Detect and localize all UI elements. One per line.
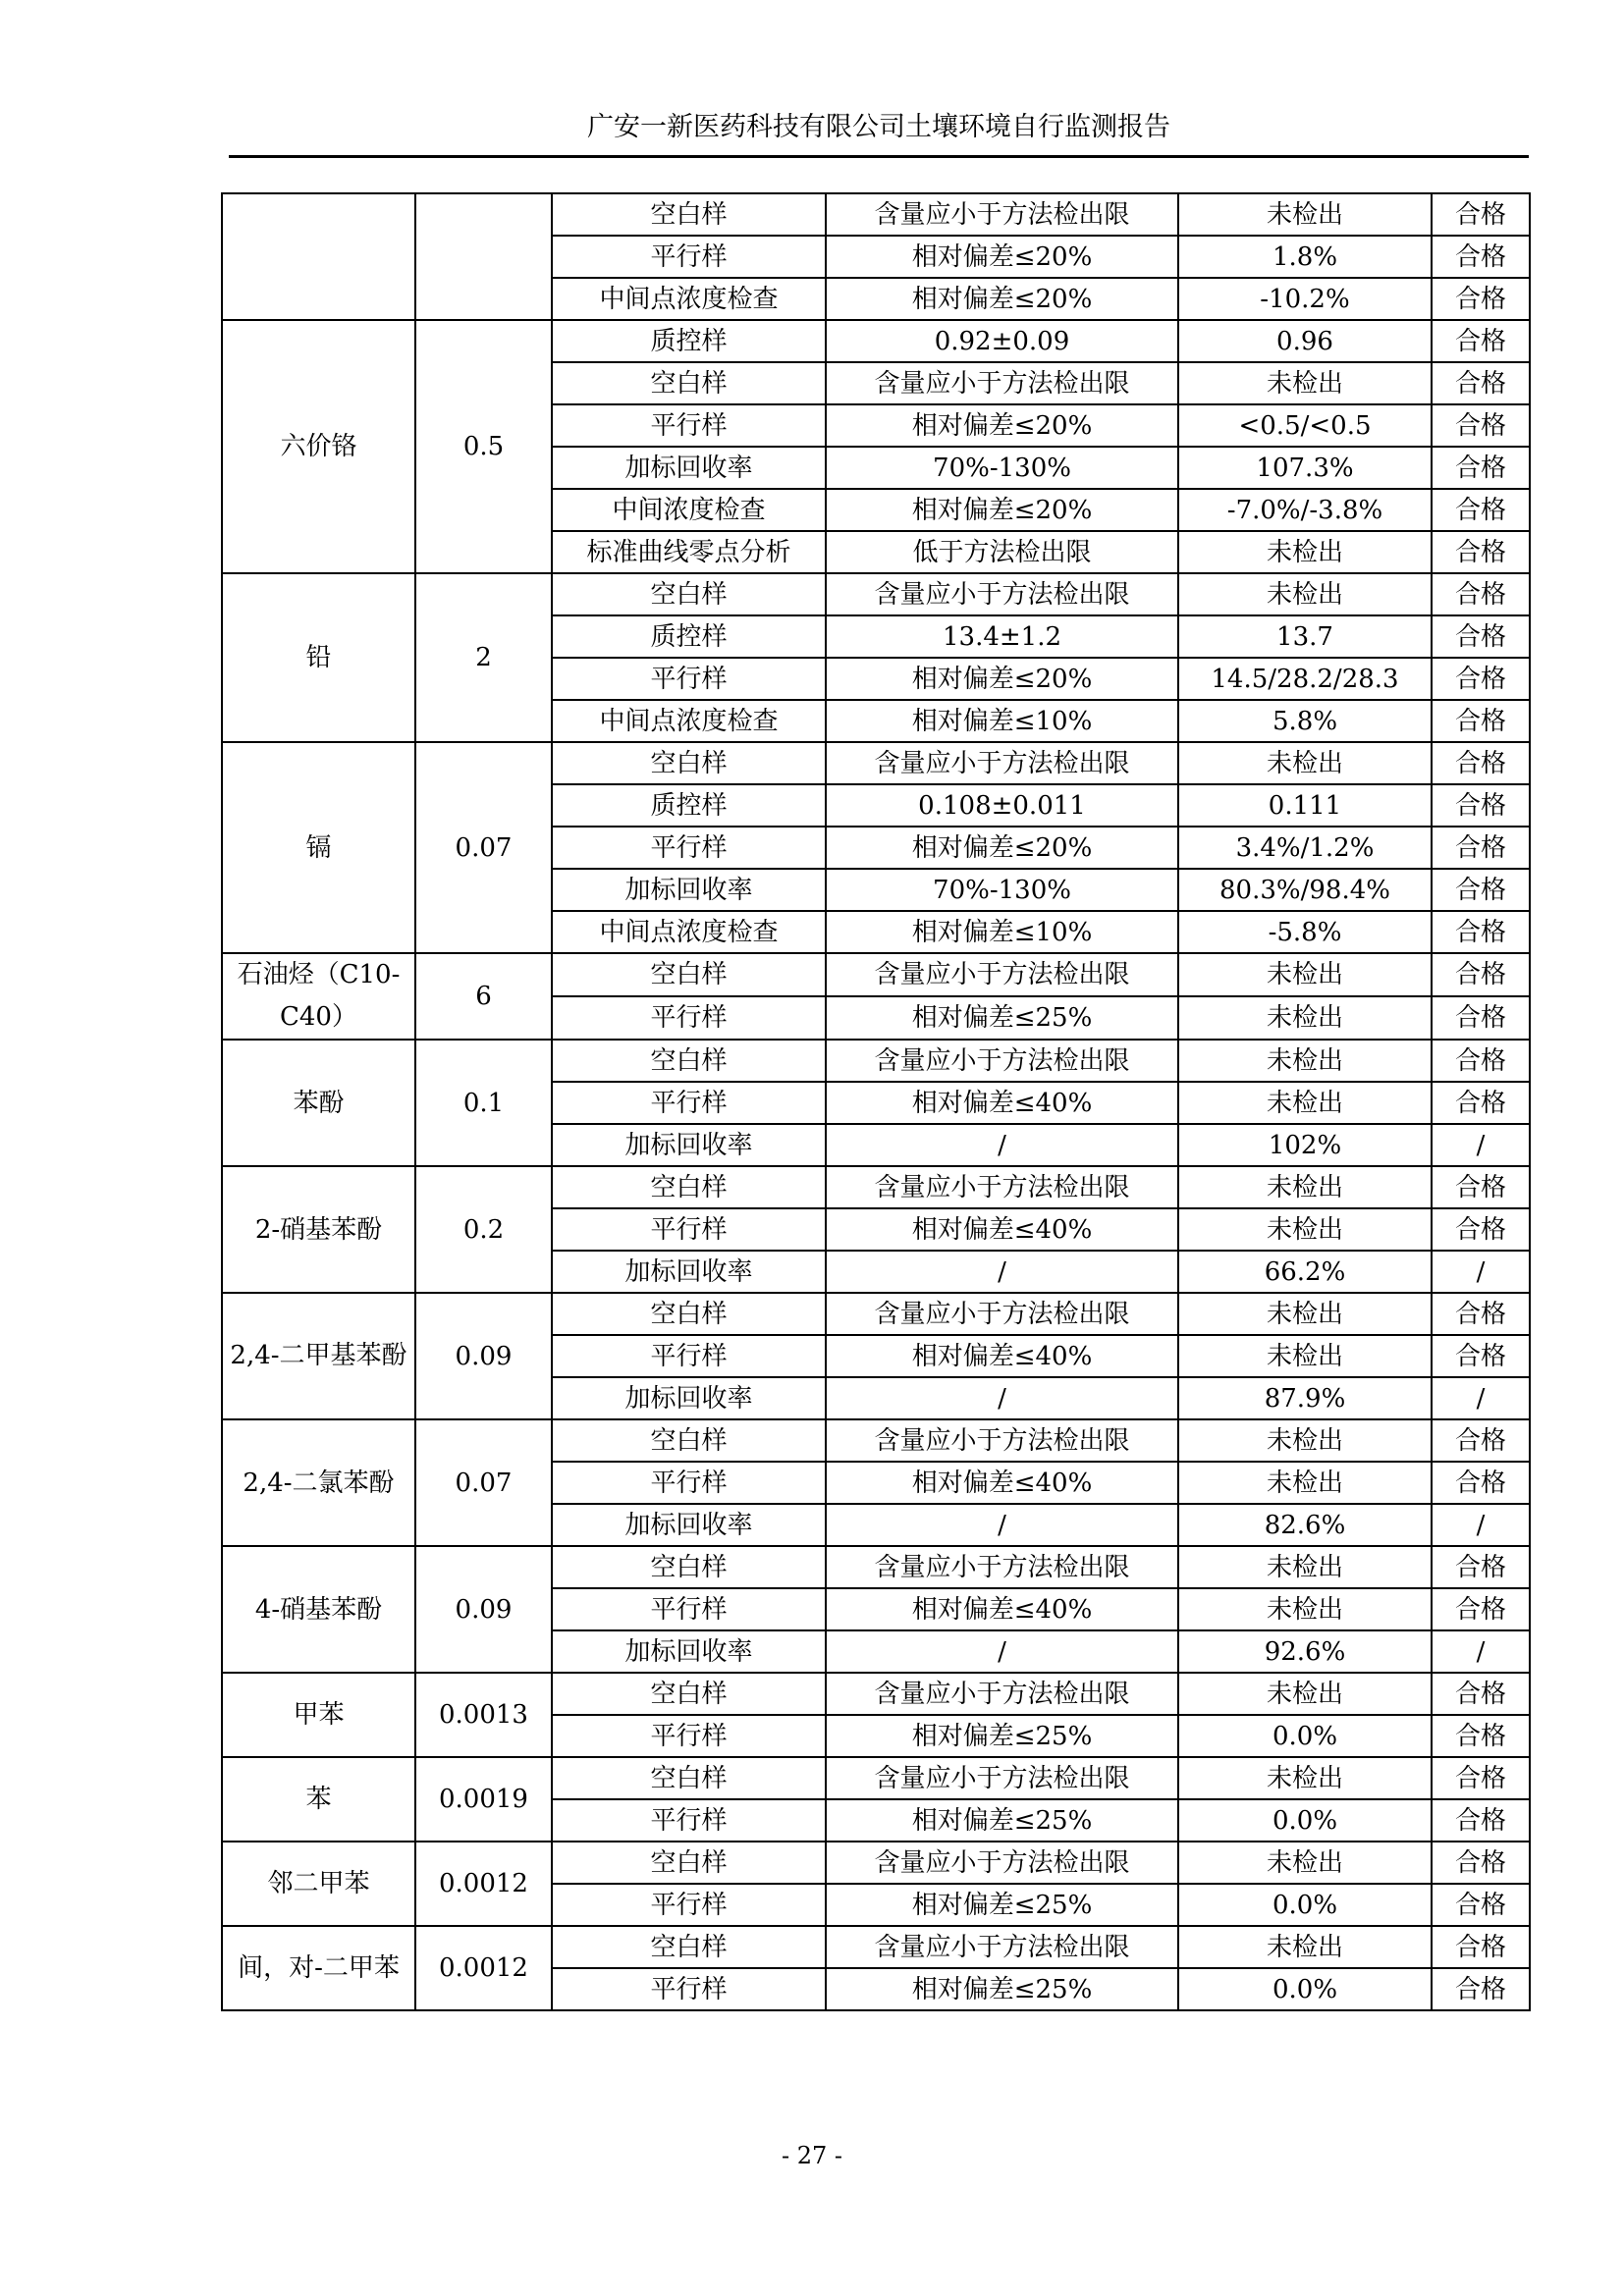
criteria-cell: 相对偏差≤20% [826,278,1178,320]
page-number: - 27 - [781,2142,842,2169]
criteria-cell: 相对偏差≤25% [826,1968,1178,2010]
criteria-cell: 含量应小于方法检出限 [826,1757,1178,1799]
result-cell: 未检出 [1178,1588,1432,1630]
analyte-name-cell: 铅 [222,573,415,742]
qc-type-cell: 质控样 [552,784,826,827]
detection-limit-cell: 0.09 [415,1546,552,1673]
detection-limit-cell [415,193,552,320]
result-cell: 未检出 [1178,1293,1432,1335]
criteria-cell: 含量应小于方法检出限 [826,193,1178,236]
verdict-cell: 合格 [1432,742,1530,784]
qc-type-cell: 空白样 [552,1757,826,1799]
qc-type-cell: 空白样 [552,1293,826,1335]
verdict-cell: 合格 [1432,784,1530,827]
result-cell: 未检出 [1178,1757,1432,1799]
result-cell: 未检出 [1178,742,1432,784]
analyte-name-cell: 邻二甲苯 [222,1842,415,1926]
verdict-cell: 合格 [1432,1082,1530,1124]
criteria-cell: 相对偏差≤20% [826,827,1178,869]
qc-type-cell: 平行样 [552,658,826,700]
qc-type-cell: 平行样 [552,1715,826,1757]
analyte-name-cell: 甲苯 [222,1673,415,1757]
qc-type-cell: 中间点浓度检查 [552,700,826,742]
qc-type-cell: 标准曲线零点分析 [552,531,826,573]
analyte-name-cell: 2,4-二甲基苯酚 [222,1293,415,1419]
result-cell: -10.2% [1178,278,1432,320]
table-row [222,1293,1530,1335]
qc-type-cell: 加标回收率 [552,1251,826,1293]
result-cell: 80.3%/98.4% [1178,869,1432,911]
table-row [222,1419,1530,1462]
detection-limit-cell: 0.07 [415,742,552,953]
criteria-cell: 0.92±0.09 [826,320,1178,362]
result-cell: 未检出 [1178,1208,1432,1251]
verdict-cell: 合格 [1432,489,1530,531]
table-row [222,193,1530,236]
qc-type-cell: 空白样 [552,573,826,615]
verdict-cell: / [1432,1124,1530,1166]
qc-type-cell: 空白样 [552,1842,826,1884]
qc-type-cell: 平行样 [552,1082,826,1124]
qc-type-cell: 空白样 [552,1419,826,1462]
analyte-name-cell: 苯酚 [222,1040,415,1166]
detection-limit-cell: 0.0012 [415,1842,552,1926]
qc-type-cell: 平行样 [552,1799,826,1842]
verdict-cell: 合格 [1432,996,1530,1040]
qc-type-cell: 质控样 [552,615,826,658]
result-cell: 未检出 [1178,1419,1432,1462]
criteria-cell: 含量应小于方法检出限 [826,1673,1178,1715]
result-cell: 未检出 [1178,1673,1432,1715]
result-cell: 未检出 [1178,1462,1432,1504]
verdict-cell: 合格 [1432,869,1530,911]
analyte-name-cell: 镉 [222,742,415,953]
verdict-cell: 合格 [1432,1166,1530,1208]
result-cell: 未检出 [1178,1166,1432,1208]
criteria-cell: 低于方法检出限 [826,531,1178,573]
detection-limit-cell: 0.0013 [415,1673,552,1757]
result-cell: 0.0% [1178,1715,1432,1757]
criteria-cell: 含量应小于方法检出限 [826,953,1178,996]
verdict-cell: 合格 [1432,1588,1530,1630]
verdict-cell: 合格 [1432,1757,1530,1799]
criteria-cell: 70%-130% [826,869,1178,911]
verdict-cell: 合格 [1432,1715,1530,1757]
result-cell: 92.6% [1178,1630,1432,1673]
verdict-cell: 合格 [1432,1842,1530,1884]
qc-type-cell: 平行样 [552,236,826,278]
result-cell: 未检出 [1178,573,1432,615]
result-cell: 未检出 [1178,1546,1432,1588]
verdict-cell: 合格 [1432,1546,1530,1588]
detection-limit-cell: 2 [415,573,552,742]
criteria-cell: / [826,1251,1178,1293]
qc-type-cell: 空白样 [552,1546,826,1588]
verdict-cell: 合格 [1432,1419,1530,1462]
criteria-cell: 含量应小于方法检出限 [826,573,1178,615]
criteria-cell: 含量应小于方法检出限 [826,1842,1178,1884]
analyte-name-cell: 4-硝基苯酚 [222,1546,415,1673]
qc-type-cell: 中间点浓度检查 [552,278,826,320]
result-cell: -5.8% [1178,911,1432,953]
verdict-cell: 合格 [1432,658,1530,700]
result-cell: 未检出 [1178,1040,1432,1082]
criteria-cell: 含量应小于方法检出限 [826,1546,1178,1588]
criteria-cell: / [826,1504,1178,1546]
result-cell: 0.0% [1178,1968,1432,2010]
detection-limit-cell: 0.1 [415,1040,552,1166]
criteria-cell: 相对偏差≤40% [826,1082,1178,1124]
result-cell: 66.2% [1178,1251,1432,1293]
qc-type-cell: 空白样 [552,193,826,236]
result-cell: 未检出 [1178,953,1432,996]
table-row [222,953,1530,996]
result-cell: 未检出 [1178,1335,1432,1377]
criteria-cell: / [826,1630,1178,1673]
criteria-cell: 含量应小于方法检出限 [826,1040,1178,1082]
criteria-cell: 相对偏差≤25% [826,1884,1178,1926]
qc-type-cell: 空白样 [552,742,826,784]
criteria-cell: / [826,1377,1178,1419]
result-cell: 未检出 [1178,996,1432,1040]
verdict-cell: 合格 [1432,1673,1530,1715]
report-header-title: 广安一新医药科技有限公司土壤环境自行监测报告 [587,112,1170,142]
verdict-cell: 合格 [1432,827,1530,869]
qc-type-cell: 平行样 [552,1208,826,1251]
analyte-name-cell: 2-硝基苯酚 [222,1166,415,1293]
verdict-cell: 合格 [1432,1335,1530,1377]
result-cell: 0.0% [1178,1884,1432,1926]
criteria-cell: 相对偏差≤40% [826,1335,1178,1377]
table-row [222,1546,1530,1588]
criteria-cell: 相对偏差≤40% [826,1462,1178,1504]
qc-type-cell: 质控样 [552,320,826,362]
qc-type-cell: 空白样 [552,1040,826,1082]
result-cell: 3.4%/1.2% [1178,827,1432,869]
verdict-cell: 合格 [1432,531,1530,573]
criteria-cell: 13.4±1.2 [826,615,1178,658]
analyte-name-cell: 六价铬 [222,320,415,573]
detection-limit-cell: 0.09 [415,1293,552,1419]
verdict-cell: 合格 [1432,1926,1530,1968]
qc-type-cell: 中间浓度检查 [552,489,826,531]
qc-type-cell: 空白样 [552,1673,826,1715]
result-cell: 未检出 [1178,1842,1432,1884]
table-row [222,1166,1530,1208]
detection-limit-cell: 6 [415,953,552,1040]
criteria-cell: 相对偏差≤20% [826,489,1178,531]
verdict-cell: 合格 [1432,1462,1530,1504]
quality-control-table [221,192,1531,2011]
result-cell: -7.0%/-3.8% [1178,489,1432,531]
result-cell: 82.6% [1178,1504,1432,1546]
analyte-name-cell [222,193,415,320]
result-cell: 87.9% [1178,1377,1432,1419]
qc-type-cell: 加标回收率 [552,1124,826,1166]
criteria-cell: 相对偏差≤20% [826,404,1178,447]
result-cell: 未检出 [1178,193,1432,236]
result-cell: 14.5/28.2/28.3 [1178,658,1432,700]
result-cell: 13.7 [1178,615,1432,658]
verdict-cell: 合格 [1432,700,1530,742]
result-cell: <0.5/<0.5 [1178,404,1432,447]
verdict-cell: 合格 [1432,193,1530,236]
detection-limit-cell: 0.0012 [415,1926,552,2010]
result-cell: 102% [1178,1124,1432,1166]
qc-type-cell: 空白样 [552,362,826,404]
verdict-cell: 合格 [1432,1040,1530,1082]
qc-type-cell: 平行样 [552,1884,826,1926]
qc-type-cell: 平行样 [552,1968,826,2010]
header-divider [229,155,1529,158]
verdict-cell: 合格 [1432,1293,1530,1335]
verdict-cell: / [1432,1630,1530,1673]
verdict-cell: 合格 [1432,911,1530,953]
verdict-cell: 合格 [1432,404,1530,447]
criteria-cell: 相对偏差≤20% [826,658,1178,700]
criteria-cell: 相对偏差≤20% [826,236,1178,278]
detection-limit-cell: 0.2 [415,1166,552,1293]
verdict-cell: 合格 [1432,320,1530,362]
result-cell: 未检出 [1178,531,1432,573]
verdict-cell: 合格 [1432,1208,1530,1251]
verdict-cell: 合格 [1432,1799,1530,1842]
criteria-cell: 相对偏差≤25% [826,1799,1178,1842]
criteria-cell: 相对偏差≤10% [826,700,1178,742]
criteria-cell: 含量应小于方法检出限 [826,1166,1178,1208]
criteria-cell: 相对偏差≤10% [826,911,1178,953]
verdict-cell: 合格 [1432,1884,1530,1926]
table-row [222,742,1530,784]
criteria-cell: 含量应小于方法检出限 [826,362,1178,404]
result-cell: 107.3% [1178,447,1432,489]
criteria-cell: 含量应小于方法检出限 [826,742,1178,784]
result-cell: 0.111 [1178,784,1432,827]
qc-type-cell: 平行样 [552,1462,826,1504]
qc-type-cell: 空白样 [552,953,826,996]
analyte-name-cell: 苯 [222,1757,415,1842]
verdict-cell: 合格 [1432,953,1530,996]
criteria-cell: / [826,1124,1178,1166]
result-cell: 0.96 [1178,320,1432,362]
verdict-cell: / [1432,1251,1530,1293]
qc-type-cell: 平行样 [552,1335,826,1377]
verdict-cell: 合格 [1432,1968,1530,2010]
verdict-cell: / [1432,1504,1530,1546]
result-cell: 5.8% [1178,700,1432,742]
table-row [222,1926,1530,1968]
criteria-cell: 含量应小于方法检出限 [826,1926,1178,1968]
verdict-cell: 合格 [1432,615,1530,658]
qc-type-cell: 空白样 [552,1166,826,1208]
detection-limit-cell: 0.5 [415,320,552,573]
qc-type-cell: 加标回收率 [552,1377,826,1419]
verdict-cell: 合格 [1432,573,1530,615]
criteria-cell: 相对偏差≤40% [826,1588,1178,1630]
detection-limit-cell: 0.0019 [415,1757,552,1842]
detection-limit-cell: 0.07 [415,1419,552,1546]
criteria-cell: 相对偏差≤25% [826,996,1178,1040]
qc-type-cell: 平行样 [552,404,826,447]
verdict-cell: 合格 [1432,278,1530,320]
criteria-cell: 相对偏差≤25% [826,1715,1178,1757]
verdict-cell: 合格 [1432,447,1530,489]
qc-type-cell: 平行样 [552,1588,826,1630]
qc-type-cell: 加标回收率 [552,1504,826,1546]
table-row [222,1757,1530,1799]
result-cell: 1.8% [1178,236,1432,278]
criteria-cell: 0.108±0.011 [826,784,1178,827]
result-cell: 未检出 [1178,1926,1432,1968]
qc-type-cell: 中间点浓度检查 [552,911,826,953]
analyte-name-cell: 间，对-二甲苯 [222,1926,415,2010]
criteria-cell: 含量应小于方法检出限 [826,1419,1178,1462]
result-cell: 0.0% [1178,1799,1432,1842]
verdict-cell: / [1432,1377,1530,1419]
table-row [222,1040,1530,1082]
result-cell: 未检出 [1178,362,1432,404]
table-row [222,320,1530,362]
result-cell: 未检出 [1178,1082,1432,1124]
qc-type-cell: 加标回收率 [552,869,826,911]
criteria-cell: 含量应小于方法检出限 [826,1293,1178,1335]
criteria-cell: 70%-130% [826,447,1178,489]
verdict-cell: 合格 [1432,236,1530,278]
table-row [222,573,1530,615]
analyte-name-cell: 2,4-二氯苯酚 [222,1419,415,1546]
quality-control-table-body [222,193,1530,2010]
verdict-cell: 合格 [1432,362,1530,404]
analyte-name-cell: 石油烃（C10-C40） [222,953,415,1040]
table-row [222,1842,1530,1884]
criteria-cell: 相对偏差≤40% [826,1208,1178,1251]
qc-type-cell: 空白样 [552,1926,826,1968]
qc-type-cell: 平行样 [552,827,826,869]
qc-type-cell: 加标回收率 [552,447,826,489]
qc-type-cell: 加标回收率 [552,1630,826,1673]
qc-type-cell: 平行样 [552,996,826,1040]
table-row [222,1673,1530,1715]
